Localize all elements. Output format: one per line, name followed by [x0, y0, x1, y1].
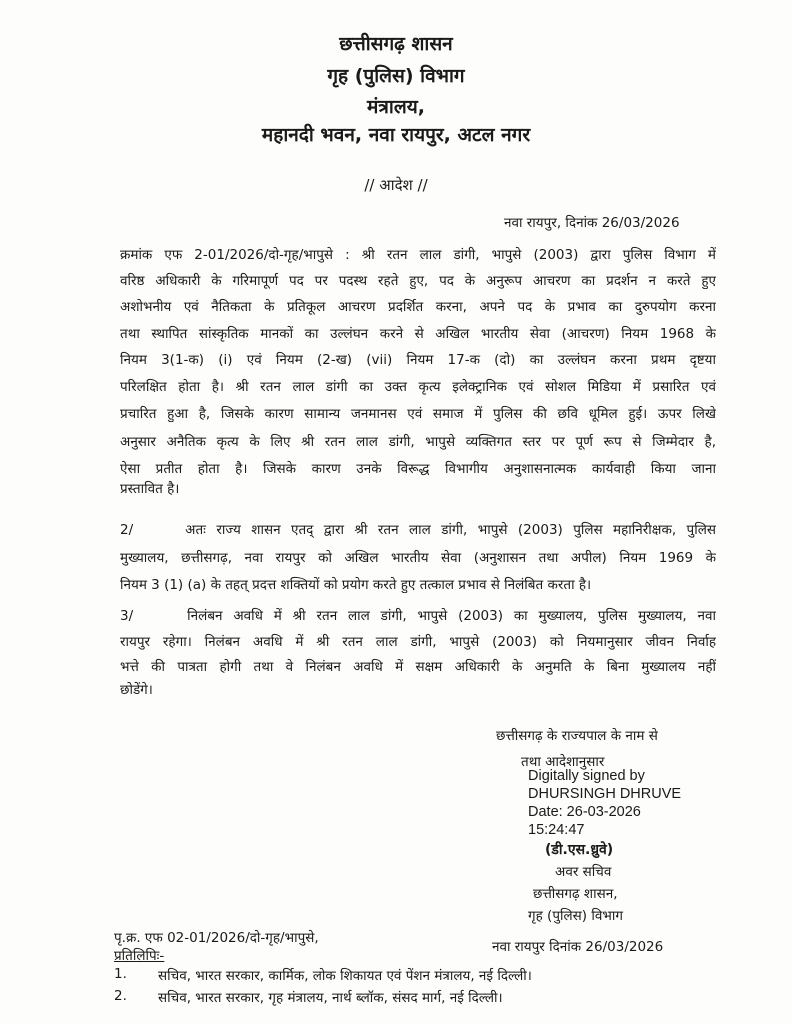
order-date: नवा रायपुर, दिनांक 26/03/2026: [504, 215, 680, 231]
digital-signature-label: Digitally signed by: [528, 768, 645, 784]
paragraph-line: अशोभनीय एवं नैतिकता के प्रतिकूल आचरण प्रदर्शित करना, अपने पद के प्रभाव का दुरुपयोग करना: [120, 299, 716, 315]
paragraph-line: 3/ निलंबन अवधि में श्री रतन लाल डांगी, भापुसे (2003) का मुख्यालय, पुलिस मुख्यालय, नवा: [120, 608, 716, 624]
governor-line: छत्तीसगढ़ के राज्यपाल के नाम से: [496, 728, 658, 744]
copy-item-number: 2.: [114, 988, 127, 1004]
digital-signature-date: Date: 26-03-2026: [528, 804, 641, 820]
order-title: // आदेश //: [364, 176, 428, 194]
signatory-name: (डी.एस.ध्रुवे): [545, 842, 614, 858]
paragraph-line: मुख्यालय, छत्तीसगढ़, नवा रायपुर को अखिल भारतीय सेवा (अनुशासन तथा अपील) नियम 1969 के: [120, 550, 716, 566]
paragraph-line: नियम 3(1-क) (i) एवं नियम (2-ख) (vii) नियम 17-क (दो) का उल्लंघन करना प्रथम दृष्टया: [120, 352, 716, 368]
signatory-designation: अवर सचिव: [555, 864, 612, 880]
signatory-department-2: गृह (पुलिस) विभाग: [528, 908, 623, 924]
copy-item-number: 1.: [114, 966, 127, 982]
paragraph-line: छोडेंगे।: [120, 682, 153, 698]
govt-name: छत्तीसगढ़ शासन: [339, 33, 453, 55]
endorsement-date: नवा रायपुर दिनांक 26/03/2026: [492, 939, 664, 955]
order-authority-line: तथा आदेशानुसार: [521, 754, 605, 770]
signatory-department-1: छत्तीसगढ़ शासन,: [533, 886, 618, 902]
digital-signature-name: DHURSINGH DHRUVE: [528, 786, 682, 802]
digital-signature-time: 15:24:47: [528, 822, 585, 838]
paragraph-line: क्रमांक एफ 2-01/2026/दो-गृह/भापुसे : श्री रतन लाल डांगी, भापुसे (2003) द्वारा पुलिस विभाग में: [120, 247, 716, 263]
paragraph-line: भत्ते की पात्रता होगी तथा वे निलंबन अवधि में सक्षम अधिकारी के अनुमति के बिना मुख्यालय नहीं: [120, 659, 716, 675]
paragraph-line: नियम 3 (1) (a) के तहत् प्रदत्त शक्तियों को प्रयोग करते हुए तत्काल प्रभाव से निलंबित करता है।: [120, 577, 592, 593]
paragraph-line: अनुसार अनैतिक कृत्य के लिए श्री रतन लाल डांगी, भापुसे व्यक्तिगत स्तर पर पूर्ण रूप से जिम्मेदार है,: [120, 434, 716, 450]
copy-item-text: सचिव, भारत सरकार, कार्मिक, लोक शिकायत एवं पेंशन मंत्रालय, नई दिल्ली।: [158, 968, 532, 984]
paragraph-line: परिलक्षित होता है। श्री रतन लाल डांगी का उक्त कृत्य इलेक्ट्रानिक एवं सोशल मिडिया में प्रसारित एवं: [120, 379, 716, 395]
address-line: महानदी भवन, नवा रायपुर, अटल नगर: [261, 124, 531, 146]
ministry-name: मंत्रालय,: [367, 96, 425, 118]
paragraph-line: प्रस्तावित है।: [120, 481, 180, 497]
paragraph-line: प्रचारित हुआ है, जिसके कारण सामान्य जनमानस एवं समाज में पुलिस की छवि धूमिल हुई। ऊपर लिखे: [120, 406, 716, 422]
department-name: गृह (पुलिस) विभाग: [327, 65, 465, 87]
paragraph-line: रायपुर रहेगा। निलंबन अवधि में श्री रतन लाल डांगी, भापुसे (2003) को नियमानुसार जीवन निर्वाह: [120, 634, 716, 650]
copy-to-label: प्रतिलिपिः-: [114, 948, 165, 964]
paragraph-line: तथा स्थापित सांस्कृतिक मानकों का उल्लंघन करने से अखिल भारतीय सेवा (आचरण) नियम 1968 के: [120, 326, 716, 342]
paragraph-line: 2/ अतः राज्य शासन एतद् द्वारा श्री रतन लाल डांगी, भापुसे (2003) पुलिस महानिरीक्षक, पुलिस: [120, 522, 716, 538]
paragraph-line: ऐसा प्रतीत होता है। जिसके कारण उनके विरूद्ध विभागीय अनुशासनात्मक कार्यवाही किया जाना: [120, 461, 716, 477]
paragraph-line: वरिष्ठ अधिकारी के गरिमापूर्ण पद पर पदस्थ रहते हुए, पद के अनुरूप आचरण का प्रदर्शन न करते हुए: [120, 273, 716, 289]
endorsement-ref: पृ.क्र. एफ 02-01/2026/दो-गृह/भापुसे,: [114, 930, 319, 946]
copy-item-text: सचिव, भारत सरकार, गृह मंत्रालय, नार्थ ब्लॉक, संसद मार्ग, नई दिल्ली।: [158, 990, 503, 1006]
